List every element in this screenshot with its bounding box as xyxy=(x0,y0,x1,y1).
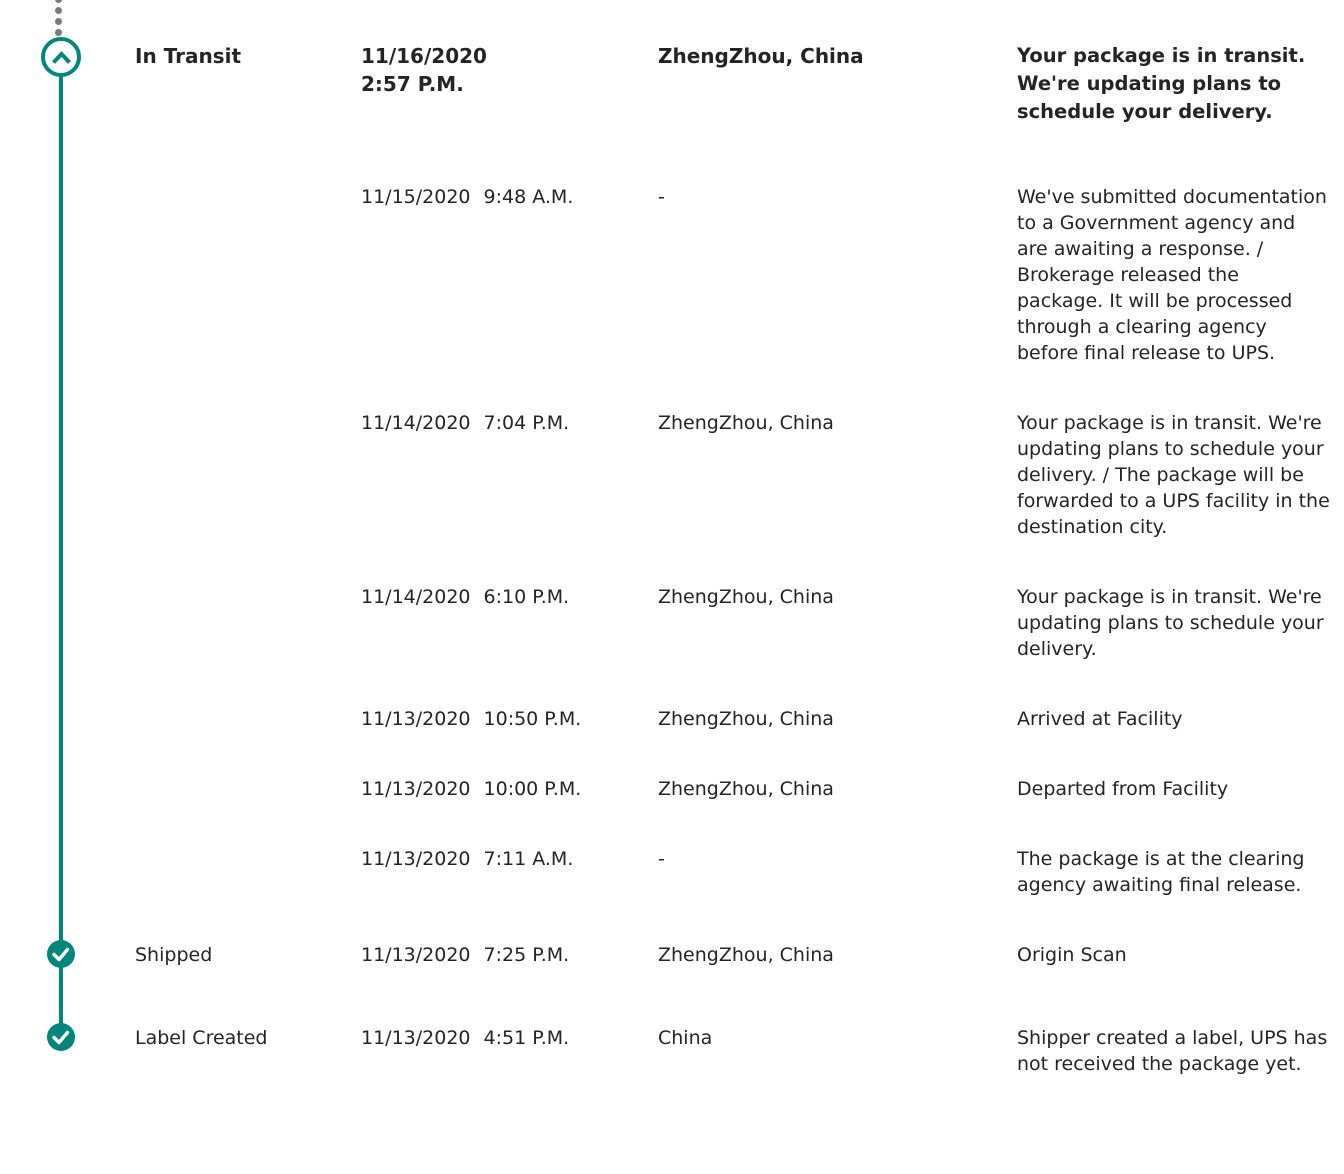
event-description xyxy=(1017,184,1330,366)
event-time: 6:10 P.M. xyxy=(483,586,570,608)
event-location-label: - xyxy=(658,186,665,208)
event-description-text: Origin Scan xyxy=(1017,944,1127,966)
event-date: 11/15/2020 xyxy=(361,186,471,208)
chevron-up-icon xyxy=(51,50,72,65)
event-status-label: Label Created xyxy=(135,1027,268,1049)
tracking-event-row xyxy=(0,42,1330,126)
tracking-event-row xyxy=(0,846,1330,898)
event-description xyxy=(1017,42,1330,126)
event-description xyxy=(1017,410,1330,540)
event-location xyxy=(658,184,1017,366)
event-time: 2:57 P.M. xyxy=(361,72,464,96)
event-status xyxy=(135,42,361,126)
timeline-dot xyxy=(55,18,62,25)
event-description-text: Arrived at Facility xyxy=(1017,708,1183,730)
event-location xyxy=(658,1025,1017,1077)
event-location xyxy=(658,846,1017,898)
event-description-text: Your package is in transit. We're updating plans to schedule your delivery. xyxy=(1017,44,1306,123)
event-description xyxy=(1017,584,1330,662)
event-date: 11/13/2020 xyxy=(361,848,471,870)
tracking-event-row xyxy=(0,1025,1330,1077)
event-date: 11/14/2020 xyxy=(361,412,471,434)
event-time: 7:11 A.M. xyxy=(483,848,574,870)
event-description xyxy=(1017,942,1330,968)
tracking-event-row xyxy=(0,706,1330,732)
event-location xyxy=(658,410,1017,540)
event-status xyxy=(135,584,361,662)
event-description-text: Shipper created a label, UPS has not received the package yet. xyxy=(1017,1027,1328,1075)
event-datetime xyxy=(361,42,658,126)
event-location xyxy=(658,706,1017,732)
event-datetime xyxy=(361,846,658,898)
collapse-history-button[interactable] xyxy=(41,37,81,77)
event-datetime xyxy=(361,706,658,732)
event-status-label: In Transit xyxy=(135,44,242,68)
check-icon xyxy=(47,1023,75,1051)
event-status xyxy=(135,706,361,732)
tracking-event-list xyxy=(0,42,1330,1077)
event-datetime xyxy=(361,776,658,802)
timeline-dotted-line xyxy=(55,0,62,40)
tracking-event-row xyxy=(0,410,1330,540)
event-datetime xyxy=(361,584,658,662)
event-time: 10:00 P.M. xyxy=(483,778,582,800)
event-date: 11/13/2020 xyxy=(361,708,471,730)
event-description xyxy=(1017,1025,1330,1077)
event-status xyxy=(135,846,361,898)
event-time: 7:04 P.M. xyxy=(483,412,570,434)
timeline-marker-cell xyxy=(0,846,135,898)
timeline-dot xyxy=(55,0,62,3)
event-description-text: Your package is in transit. We're updating plans to schedule your delivery. xyxy=(1017,586,1324,660)
event-location xyxy=(658,942,1017,968)
event-status xyxy=(135,942,361,968)
event-location-label: ZhengZhou, China xyxy=(658,944,834,966)
timeline-marker-cell xyxy=(0,776,135,802)
event-date: 11/14/2020 xyxy=(361,586,471,608)
tracking-event-row xyxy=(0,584,1330,662)
event-location-label: ZhengZhou, China xyxy=(658,778,834,800)
event-location-label: ZhengZhou, China xyxy=(658,586,834,608)
event-description xyxy=(1017,846,1330,898)
timeline-marker-cell xyxy=(0,706,135,732)
event-time: 9:48 A.M. xyxy=(483,186,574,208)
timeline-dot xyxy=(55,7,62,14)
event-location-label: - xyxy=(658,848,665,870)
tracking-event-row xyxy=(0,184,1330,366)
event-status xyxy=(135,184,361,366)
event-datetime xyxy=(361,942,658,968)
event-date: 11/13/2020 xyxy=(361,778,471,800)
event-location xyxy=(658,42,1017,126)
event-datetime xyxy=(361,184,658,366)
timeline-line xyxy=(59,75,63,1037)
event-time: 4:51 P.M. xyxy=(483,1027,570,1049)
completed-step-marker xyxy=(47,940,75,968)
event-status xyxy=(135,776,361,802)
event-date: 11/13/2020 xyxy=(361,944,471,966)
event-description-text: We've submitted documentation to a Government agency and are awaiting a response. / Brokerage released the package. It will be processed through a clearing agency before final release to UPS. xyxy=(1017,186,1327,364)
event-datetime xyxy=(361,410,658,540)
event-time: 7:25 P.M. xyxy=(483,944,570,966)
event-status xyxy=(135,1025,361,1077)
timeline-marker-cell xyxy=(0,184,135,366)
event-location-label: China xyxy=(658,1027,713,1049)
event-description xyxy=(1017,706,1330,732)
timeline-dot xyxy=(55,29,62,36)
event-status xyxy=(135,410,361,540)
event-date: 11/16/2020 xyxy=(361,44,487,68)
event-location-label: ZhengZhou, China xyxy=(658,412,834,434)
event-description-text: Departed from Facility xyxy=(1017,778,1229,800)
event-description-text: Your package is in transit. We're updating plans to schedule your delivery. / The package will be forwarded to a UPS facility in the destination city. xyxy=(1017,412,1330,538)
event-location-label: ZhengZhou, China xyxy=(658,44,864,68)
completed-step-marker xyxy=(47,1023,75,1051)
event-status-label: Shipped xyxy=(135,944,213,966)
event-location xyxy=(658,776,1017,802)
event-location-label: ZhengZhou, China xyxy=(658,708,834,730)
event-date: 11/13/2020 xyxy=(361,1027,471,1049)
event-datetime xyxy=(361,1025,658,1077)
timeline-marker-cell xyxy=(0,410,135,540)
timeline-marker-cell xyxy=(0,584,135,662)
event-description-text: The package is at the clearing agency awaiting final release. xyxy=(1017,848,1305,896)
tracking-event-row xyxy=(0,942,1330,968)
event-description xyxy=(1017,776,1330,802)
check-icon xyxy=(47,940,75,968)
event-location xyxy=(658,584,1017,662)
event-time: 10:50 P.M. xyxy=(483,708,582,730)
tracking-event-row xyxy=(0,776,1330,802)
